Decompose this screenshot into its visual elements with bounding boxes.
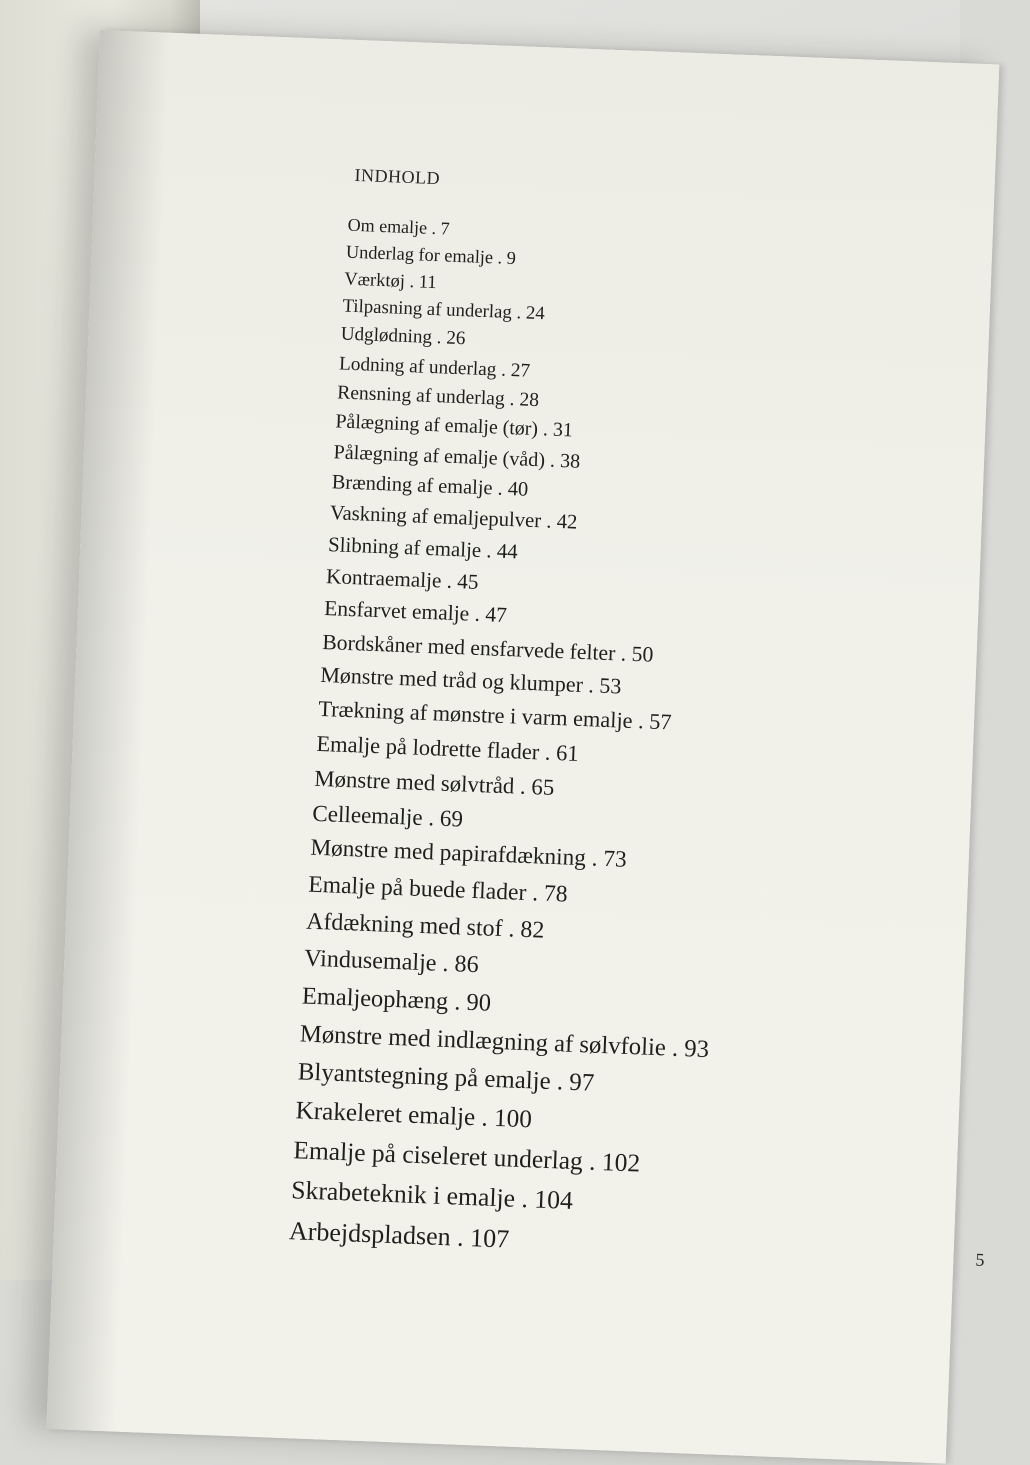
toc-entry-separator: .	[431, 327, 447, 349]
toc-entry-page: 26	[445, 327, 466, 350]
toc-entry-title: Bordskåner med ensfarvede felter	[321, 630, 616, 666]
toc-entry-page: 11	[418, 272, 437, 293]
toc-entry	[291, 1175, 704, 1222]
toc-entry	[293, 1136, 705, 1182]
toc-entry-title: Arbejdspladsen	[288, 1216, 452, 1252]
toc-entry-title: Emalje på lodrette flader	[315, 731, 540, 765]
toc-entry	[310, 835, 717, 879]
toc-entry-page: 7	[440, 218, 451, 239]
toc-entry-title: Tilpasning af underlag	[342, 295, 513, 324]
toc-entry-separator: .	[495, 359, 512, 381]
toc-entry-page: 65	[530, 773, 555, 800]
toc-entry-title: Pålægning af emalje (våd)	[333, 441, 546, 472]
toc-entry-separator: .	[436, 950, 456, 977]
toc-entry-separator: .	[502, 915, 521, 943]
toc-entry-page: 53	[598, 672, 622, 699]
book-page	[46, 30, 999, 1464]
toc-entry-separator: .	[426, 217, 442, 239]
toc-entry-separator: .	[404, 271, 420, 293]
toc-entry-title: Mønstre med sølvtråd	[313, 765, 515, 799]
toc-entry-page: 27	[510, 359, 531, 382]
toc-entry-page: 44	[496, 539, 519, 564]
toc-entry-page: 31	[552, 418, 574, 442]
toc-entry-separator: .	[447, 988, 468, 1016]
toc-entry-title: Udglødning	[340, 323, 433, 349]
toc-entry-page: 28	[519, 389, 540, 411]
toc-entry-page: 86	[454, 950, 480, 978]
toc-entry-separator: .	[582, 672, 600, 698]
toc-entry-separator: .	[582, 1146, 603, 1177]
toc-entry-separator: .	[544, 449, 561, 472]
toc-entry-title: Rensning af underlag	[336, 382, 506, 410]
toc-entry-title: Mønstre med indlægning af sølvfolie	[299, 1020, 667, 1062]
toc-entry-title: Skrabeteknik i emalje	[290, 1175, 516, 1213]
toc-entry-separator: .	[537, 418, 554, 441]
toc-entry-title: Underlag for emalje	[345, 241, 494, 267]
toc-entry-page: 78	[543, 880, 569, 908]
toc-entry	[304, 944, 713, 989]
toc-entry-title: Slibning af emalje	[327, 532, 482, 563]
toc-entry	[299, 1019, 709, 1064]
toc-entry-separator: .	[474, 1104, 495, 1132]
toc-entry-separator: .	[525, 880, 545, 907]
toc-entry-separator: .	[492, 477, 509, 501]
toc-entry-page: 97	[568, 1069, 595, 1097]
page-number: 5	[975, 1249, 985, 1270]
toc-entry-title: Mønstre med tråd og klumper	[319, 662, 584, 698]
toc-entry-title: Mønstre med papirafdækning	[309, 834, 587, 872]
toc-entry-page: 45	[456, 569, 479, 595]
toc-entry-page: 42	[556, 510, 578, 534]
toc-entry-title: Vindusemalje	[303, 945, 438, 977]
toc-entry-title: Lodning af underlag	[338, 353, 497, 381]
toc-entry-separator: .	[538, 739, 557, 766]
toc-entry-page: 100	[493, 1104, 533, 1134]
toc-entry	[306, 907, 714, 951]
toc-entry-page: 93	[683, 1034, 710, 1063]
toc-entry-separator: .	[632, 707, 650, 734]
toc-entry-separator: .	[585, 845, 604, 873]
toc-entry-title: Afdækning med stof	[305, 908, 504, 942]
table-of-contents	[288, 214, 740, 1272]
toc-entry-title: Krakeleret emalje	[295, 1097, 476, 1132]
toc-entry-title: Pålægning af emalje (tør)	[335, 410, 539, 441]
toc-entry-page: 57	[648, 708, 673, 735]
toc-entry	[295, 1096, 707, 1142]
toc-entry-title: Trækning af mønstre i varm emalje	[317, 695, 634, 733]
toc-entry-title: Vaskning af emaljepulver	[329, 502, 542, 533]
toc-entry	[308, 871, 715, 915]
toc-entry-page: 24	[525, 302, 546, 325]
toc-entry-title: Emaljeophæng	[301, 982, 449, 1015]
toc-entry-page: 47	[484, 602, 508, 628]
toc-entry-separator: .	[468, 602, 486, 627]
toc-entry-title: Blyantstegning på emalje	[297, 1058, 552, 1096]
toc-entry-separator: .	[450, 1222, 471, 1253]
toc-entry-page: 61	[555, 740, 580, 767]
toc-entry-page: 69	[439, 804, 464, 832]
toc-heading: INDHOLD	[354, 164, 441, 189]
toc-entry-title: Celleemalje	[311, 799, 424, 830]
toc-entry-page: 40	[507, 478, 529, 502]
toc-entry-title: Værktøj	[343, 269, 406, 292]
toc-entry-title: Emalje på ciseleret underlag	[292, 1135, 584, 1176]
toc-entry-page: 107	[469, 1223, 510, 1254]
toc-entry-separator: .	[504, 388, 520, 411]
toc-entry-page: 90	[466, 988, 492, 1017]
toc-entry-separator: .	[492, 246, 508, 268]
toc-entry-separator: .	[480, 538, 498, 564]
toc-entry-separator: .	[513, 773, 532, 799]
toc-entry-page: 73	[602, 846, 628, 874]
toc-entry-title: Brænding af emalje	[331, 471, 493, 500]
toc-entry-page: 104	[533, 1184, 574, 1216]
toc-entry-page: 102	[601, 1147, 641, 1178]
toc-entry-page: 50	[631, 642, 654, 667]
toc-entry-title: Emalje på buede flader	[307, 871, 527, 907]
toc-entry	[302, 981, 711, 1026]
toc-entry-separator: .	[514, 1183, 535, 1214]
toc-entry-title: Om emalje	[347, 214, 428, 238]
toc-entry-separator: .	[440, 568, 458, 594]
toc-entry	[288, 1215, 702, 1262]
toc-entry-separator: .	[422, 803, 441, 831]
toc-entry-separator: .	[614, 641, 633, 667]
toc-entry-page: 38	[559, 449, 581, 473]
toc-entry-separator: .	[550, 1068, 570, 1097]
toc-entry	[312, 799, 718, 842]
toc-entry-page: 9	[506, 247, 517, 268]
toc-entry-title: Ensfarvet emalje	[323, 596, 470, 627]
toc-entry-separator: .	[511, 302, 527, 324]
toc-entry-separator: .	[540, 510, 558, 533]
toc-entry-page: 82	[519, 916, 545, 944]
toc-entry-separator: .	[665, 1034, 685, 1062]
toc-entry	[297, 1058, 708, 1104]
toc-entry-title: Kontraemalje	[325, 564, 442, 593]
